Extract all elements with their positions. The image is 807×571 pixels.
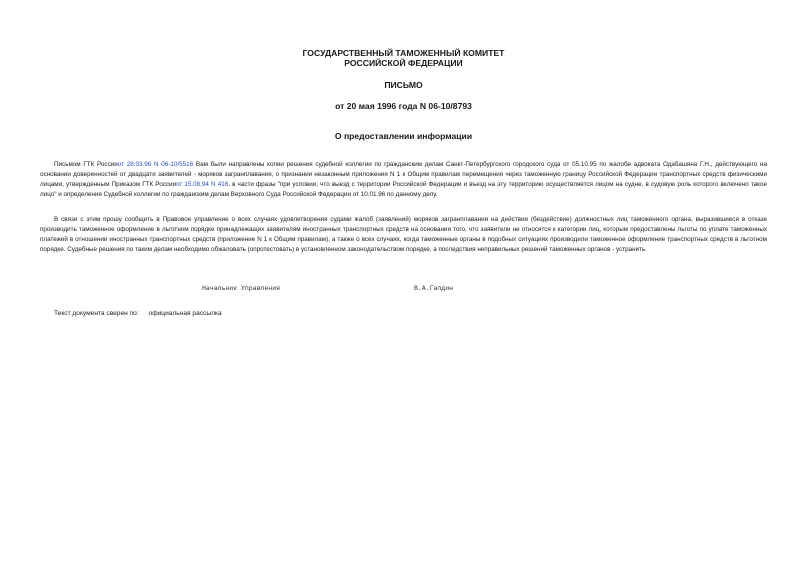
verification-source: официальная рассылка — [148, 310, 222, 317]
paragraph1-text-part2: Вам были направлены копии решения судебной коллегии по гражданским делам Санкт-Петербургского городского суда от 05.10.95 по жалобе адвоката Одабашяна Г.Н., действующего на основании доверенностей от двадцати заявителей - моряков загранплавания, о признании незаконным приложения N 1 к Общим правилам перемещения через таможенную границу Российской Федерации транспортных средств физическими лицами, утвержденным Приказом ГТК России — [40, 161, 767, 188]
body-paragraph-2: В связи с этим прошу сообщить в Правовое управление о всех случаях удовлетворения судами жалоб (заявлений) моряков загранплавания на действия (бездействие) должностных лиц таможенного органа, выразившиеся в отказе производить таможенное оформление в льготном порядке принадлежащих заявителям иностранных транспортных средств на основании того, что заявители не относятся к категории лиц, которым предоставлены льготы по уплате таможенных платежей в отношении иностранных транспортных средств (приложение N 1 к Общим правилам), а также о всех случаях, когда таможенные органы в подобных ситуациях производили таможенное оформление транспортных средств в льготном порядке. Судебные решения по таким делам необходимо обжаловать (опротестовать) в установленном законодательством порядке, а последствия неправильных решений таможенных органов - устранить. — [40, 216, 767, 253]
document-date-number: от 20 мая 1996 года N 06-10/8793 — [335, 101, 472, 111]
issuer-org-line1: ГОСУДАРСТВЕННЫЙ ТАМОЖЕННЫЙ КОМИТЕТ — [302, 48, 505, 58]
signatory-title: Начальник Управления — [202, 285, 281, 292]
verification-label: Текст документа сверен по: — [54, 310, 139, 317]
reference-link-order[interactable]: от 15.08.94 N 416 — [176, 181, 229, 188]
document-type: ПИСЬМО — [384, 80, 423, 90]
body-paragraph-1 — [40, 160, 767, 200]
reference-link-letter[interactable]: от 28.03.96 N 06-10/5516 — [117, 161, 194, 168]
issuer-org-line2: РОССИЙСКОЙ ФЕДЕРАЦИИ — [344, 58, 463, 68]
paragraph1-text-part1: Письмом ГТК России — [54, 161, 118, 168]
document-subject: О предоставлении информации — [334, 131, 473, 141]
signatory-name: В.А.Галдин — [414, 285, 454, 292]
paragraph1-text-part3: , в части фразы "при условии, что выезд с территории Российской Федерации и въезд на эту территорию осуществляется лицом на судне, в судовую роль которого включено такое лицо" и определения Судебной коллегии по гражданским делам Верховного Суда Российской Федерации от 10.01.96 по данному делу. — [40, 181, 768, 198]
verification-note — [54, 309, 222, 319]
